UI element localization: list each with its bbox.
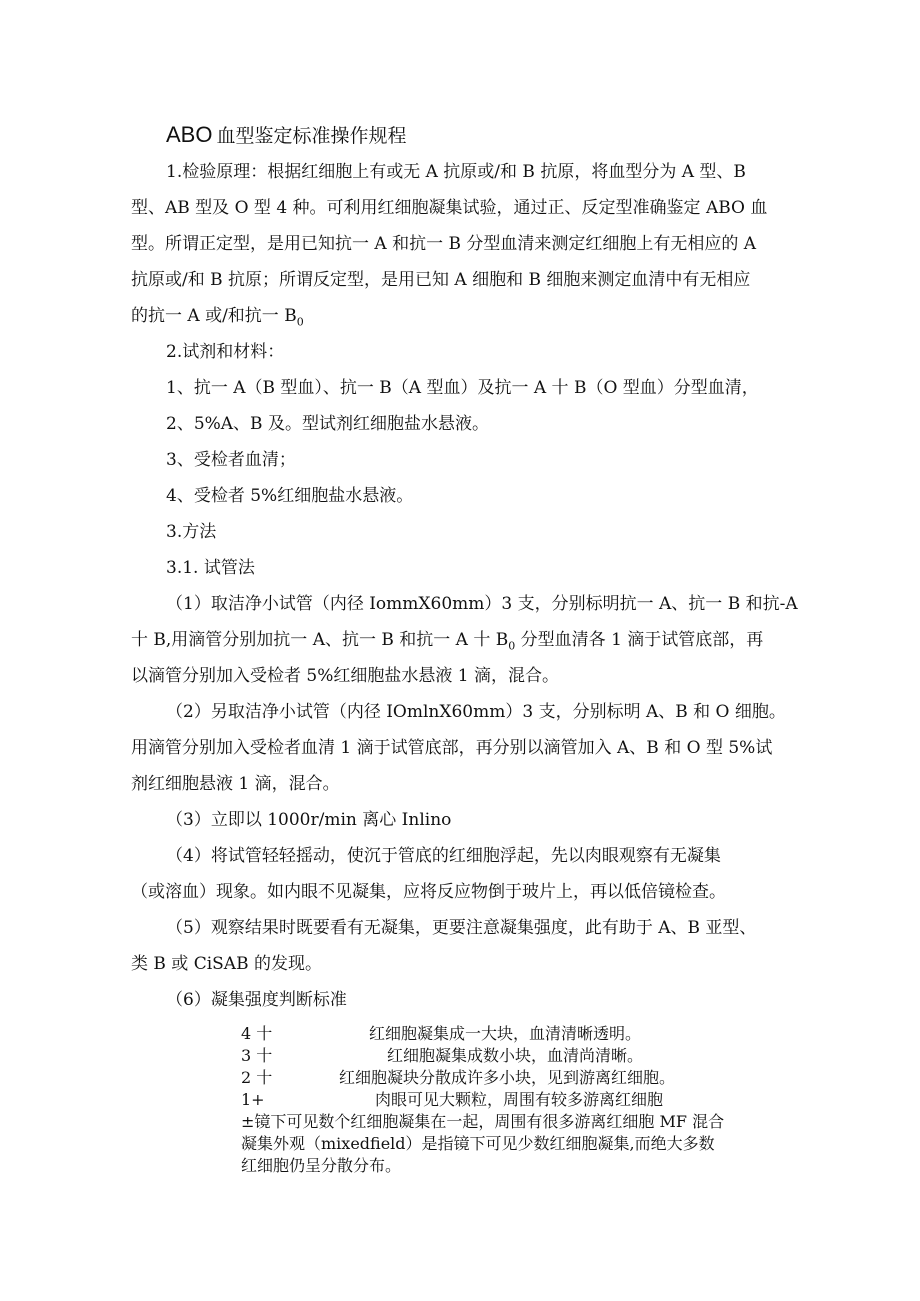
grade-symbol: 2 十 — [241, 1068, 273, 1087]
principle-line-4: 抗原或/和 B 抗原；所谓反定型，是用已知 A 细胞和 B 细胞来测定血清中有无相应 — [131, 270, 751, 290]
step-1-line-3: 以滴管分别加入受检者 5%红细胞盐水悬液 1 滴，混合。 — [131, 666, 559, 686]
step-1-subscript: 0 — [508, 639, 516, 653]
tube-method-heading: 3.1. 试管法 — [166, 558, 255, 578]
principle-line-3: 型。所谓正定型，是用已知抗一 A 和抗一 B 分型血清来测定红细胞上有无相应的 A — [131, 234, 757, 254]
step-2-line-1: （2）另取洁净小试管（内径 IOmlnX60mm）3 支，分别标明 A、B 和 O 细胞。 — [166, 702, 786, 722]
step-2-line-3: 剂红细胞悬液 1 滴，混合。 — [131, 774, 340, 794]
grade-note-line-3: 红细胞仍呈分散分布。 — [241, 1156, 402, 1175]
grade-symbol: 3 十 — [241, 1046, 273, 1065]
grade-symbol: 1+ — [241, 1090, 265, 1109]
step-1-line-1: （1）取洁净小试管（内径 IommX60mm）3 支，分别标明抗一 A、抗一 B 和抗-A — [166, 594, 798, 614]
principle-line-5-text: 的抗一 A 或/和抗一 B — [131, 306, 297, 326]
step-2-line-2: 用滴管分别加入受检者血清 1 滴于试管底部，再分别以滴管加入 A、B 和 O 型 5%试 — [131, 738, 773, 758]
grade-note-line-2: 凝集外观（mixedfield）是指镜下可见少数红细胞凝集,而绝大多数 — [241, 1134, 715, 1153]
principle-subscript: 0 — [296, 315, 304, 329]
grade-description: 红细胞凝集成一大块，血清清晰透明。 — [369, 1024, 642, 1043]
title-abo: ABO — [166, 122, 213, 147]
principle-line-2: 型、AB 型及 O 型 4 种。可利用红细胞凝集试验，通过正、反定型准确鉴定 ABO 血 — [131, 198, 768, 218]
principle-line-5 — [131, 305, 304, 333]
grade-note-line-1: ±镜下可见数个红细胞凝集在一起，周围有很多游离红细胞 MF 混合 — [241, 1112, 725, 1131]
reagent-item: 2、5%A、B 及。型试剂红细胞盐水悬液。 — [166, 414, 489, 434]
step-5-line-1: （5）观察结果时既要看有无凝集，更要注意凝集强度，此有助于 A、B 亚型、 — [166, 918, 757, 938]
title-rest: 血型鉴定标准操作规程 — [216, 125, 407, 147]
step-1-line-2-post: 分型血清各 1 滴于试管底部，再 — [515, 630, 764, 650]
step-1-line-2 — [131, 629, 763, 657]
method-heading: 3.方法 — [166, 522, 217, 542]
step-1-line-2-pre: 十 B,用滴管分别加抗一 A、抗一 B 和抗一 A 十 B — [131, 630, 509, 650]
grade-description: 肉眼可见大颗粒，周围有较多游离红细胞 — [375, 1090, 664, 1109]
grade-description: 红细胞凝集成数小块，血清尚清晰。 — [387, 1046, 644, 1065]
principle-line-1: 1.检验原理：根据红细胞上有或无 A 抗原或/和 B 抗原，将血型分为 A 型、B — [166, 162, 746, 182]
grade-description: 红细胞凝块分散成许多小块，见到游离红细胞。 — [339, 1068, 676, 1087]
step-6-heading: （6）凝集强度判断标准 — [166, 990, 347, 1010]
step-5-line-2: 类 B 或 CiSAB 的发现。 — [131, 954, 322, 974]
step-4-line-2: （或溶血）现象。如内眼不见凝集，应将反应物倒于玻片上，再以低倍镜检查。 — [131, 882, 726, 902]
document-title — [166, 121, 406, 148]
step-3: （3）立即以 1000r/min 离心 Inlino — [166, 810, 452, 830]
reagent-item: 4、受检者 5%红细胞盐水悬液。 — [166, 486, 414, 506]
reagent-item: 3、受检者血清； — [166, 450, 296, 470]
step-4-line-1: （4）将试管轻轻摇动，使沉于管底的红细胞浮起，先以肉眼观察有无凝集 — [166, 846, 721, 866]
reagent-item: 1、抗一 A（B 型血）、抗一 B（A 型血）及抗一 A 十 B（O 型血）分型血清， — [166, 378, 759, 398]
grade-symbol: 4 十 — [241, 1024, 273, 1043]
reagents-heading: 2.试剂和材料： — [166, 342, 285, 362]
